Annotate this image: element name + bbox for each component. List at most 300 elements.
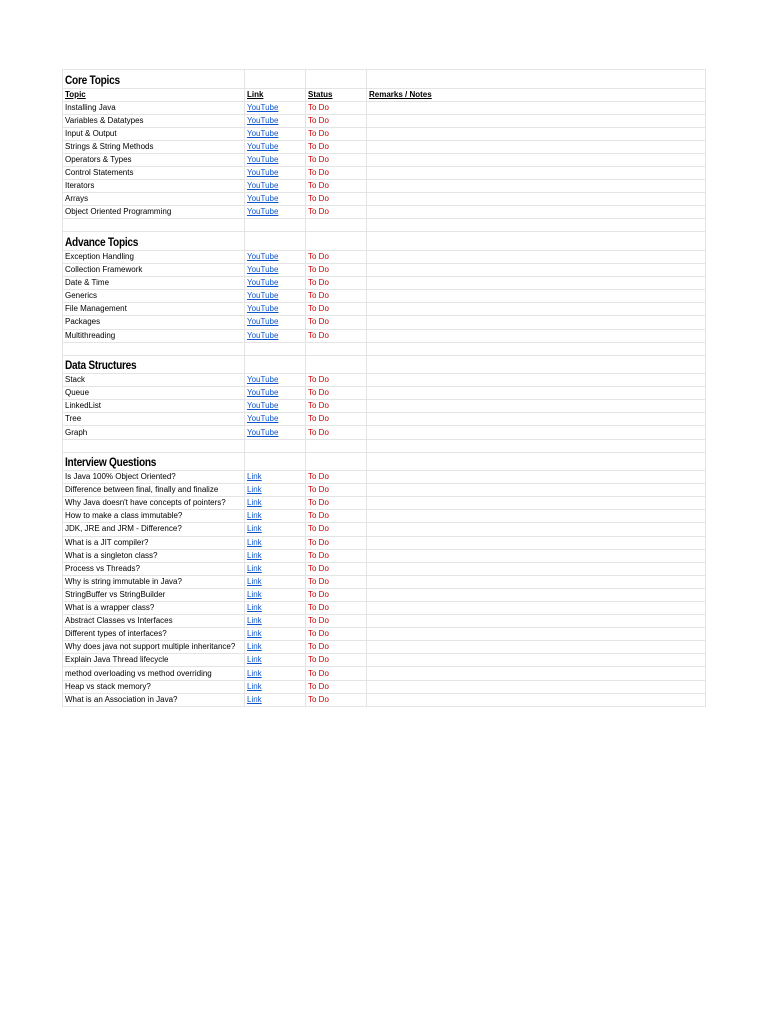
empty-cell <box>367 355 706 374</box>
remarks-cell[interactable] <box>367 140 706 153</box>
remarks-cell[interactable] <box>367 549 706 562</box>
status-cell[interactable] <box>306 264 367 277</box>
empty-cell <box>63 342 245 355</box>
resource-link[interactable]: YouTube <box>247 401 279 411</box>
topic-cell <box>63 536 245 549</box>
status-cell[interactable] <box>306 193 367 206</box>
link-cell[interactable] <box>245 641 306 654</box>
topic-cell <box>63 114 245 127</box>
resource-link[interactable]: YouTube <box>247 115 279 125</box>
remarks-cell[interactable] <box>367 127 706 140</box>
link-cell[interactable] <box>245 101 306 114</box>
table-row <box>63 667 706 680</box>
remarks-cell[interactable] <box>367 264 706 277</box>
link-cell[interactable] <box>245 290 306 303</box>
topic-cell <box>63 588 245 601</box>
section-title-cell <box>63 232 245 251</box>
empty-cell <box>367 232 706 251</box>
topic-cell <box>63 602 245 615</box>
link-cell[interactable] <box>245 206 306 219</box>
table-row <box>63 523 706 536</box>
status-text: To Do <box>308 511 329 521</box>
topic-text: Installing Java <box>65 102 116 112</box>
table-row <box>63 562 706 575</box>
link-cell[interactable] <box>245 193 306 206</box>
topic-cell <box>63 575 245 588</box>
topic-text: Tree <box>65 414 82 424</box>
header-remarks-label: Remarks / Notes <box>369 89 432 99</box>
resource-link[interactable]: YouTube <box>247 278 279 288</box>
link-cell[interactable] <box>245 667 306 680</box>
remarks-cell[interactable] <box>367 114 706 127</box>
spreadsheet-body <box>63 70 706 707</box>
topic-text: JDK, JRE and JRM - Difference? <box>65 524 182 534</box>
remarks-cell[interactable] <box>367 413 706 426</box>
status-text: To Do <box>308 251 329 261</box>
topic-text: What is a singleton class? <box>65 550 158 560</box>
section-title: Core Topics <box>65 74 120 87</box>
topic-cell <box>63 484 245 497</box>
remarks-cell[interactable] <box>367 277 706 290</box>
remarks-cell[interactable] <box>367 641 706 654</box>
topic-text: Exception Handling <box>65 251 134 261</box>
link-cell[interactable] <box>245 549 306 562</box>
status-text: To Do <box>308 668 329 678</box>
remarks-cell[interactable] <box>367 575 706 588</box>
status-text: To Do <box>308 427 329 437</box>
remarks-cell[interactable] <box>367 615 706 628</box>
topic-cell <box>63 400 245 413</box>
link-cell[interactable] <box>245 153 306 166</box>
resource-link[interactable]: YouTube <box>247 181 279 191</box>
resource-link[interactable]: Link <box>247 589 262 599</box>
topic-text: Is Java 100% Object Oriented? <box>65 472 176 482</box>
resource-link[interactable]: Link <box>247 603 262 613</box>
resource-link[interactable]: Link <box>247 563 262 573</box>
remarks-cell[interactable] <box>367 588 706 601</box>
remarks-cell[interactable] <box>367 602 706 615</box>
table-row <box>63 471 706 484</box>
resource-link[interactable]: Link <box>247 537 262 547</box>
status-text: To Do <box>308 265 329 275</box>
topic-text: Graph <box>65 427 88 437</box>
status-cell[interactable] <box>306 426 367 439</box>
link-cell[interactable] <box>245 277 306 290</box>
resource-link[interactable]: Link <box>247 498 262 508</box>
status-cell[interactable] <box>306 316 367 329</box>
status-cell[interactable] <box>306 575 367 588</box>
remarks-cell[interactable] <box>367 510 706 523</box>
link-cell[interactable] <box>245 536 306 549</box>
status-cell[interactable] <box>306 667 367 680</box>
topic-text: Why Java doesn't have concepts of pointers? <box>65 498 226 508</box>
remarks-cell[interactable] <box>367 628 706 641</box>
link-cell[interactable] <box>245 303 306 316</box>
table-row <box>63 615 706 628</box>
status-text: To Do <box>308 317 329 327</box>
remarks-cell[interactable] <box>367 536 706 549</box>
resource-link[interactable]: YouTube <box>247 141 279 151</box>
resource-link[interactable]: YouTube <box>247 291 279 301</box>
status-cell[interactable] <box>306 303 367 316</box>
resource-link[interactable]: YouTube <box>247 317 279 327</box>
status-cell[interactable] <box>306 510 367 523</box>
remarks-cell[interactable] <box>367 667 706 680</box>
resource-link[interactable]: Link <box>247 681 262 691</box>
table-row <box>63 588 706 601</box>
link-cell[interactable] <box>245 602 306 615</box>
status-text: To Do <box>308 128 329 138</box>
table-row <box>63 250 706 263</box>
status-text: To Do <box>308 694 329 704</box>
status-cell[interactable] <box>306 153 367 166</box>
header-link <box>245 88 306 101</box>
header-link-label: Link <box>247 89 264 99</box>
table-row <box>63 628 706 641</box>
topic-text: Stack <box>65 375 86 385</box>
topic-cell <box>63 667 245 680</box>
topic-cell <box>63 127 245 140</box>
table-row <box>63 153 706 166</box>
section-title-cell <box>63 452 245 471</box>
table-row <box>63 114 706 127</box>
link-cell[interactable] <box>245 264 306 277</box>
status-cell[interactable] <box>306 387 367 400</box>
status-cell[interactable] <box>306 654 367 667</box>
status-text: To Do <box>308 291 329 301</box>
empty-cell <box>306 342 367 355</box>
resource-link[interactable]: Link <box>247 655 262 665</box>
table-row <box>63 277 706 290</box>
status-text: To Do <box>308 194 329 204</box>
remarks-cell[interactable] <box>367 316 706 329</box>
link-cell[interactable] <box>245 167 306 180</box>
link-cell[interactable] <box>245 180 306 193</box>
status-cell[interactable] <box>306 277 367 290</box>
topic-cell <box>63 413 245 426</box>
topic-text: Process vs Threads? <box>65 563 140 573</box>
topic-cell <box>63 523 245 536</box>
column-header-row <box>63 88 706 101</box>
status-cell[interactable] <box>306 374 367 387</box>
status-text: To Do <box>308 589 329 599</box>
resource-link[interactable]: Link <box>247 694 262 704</box>
status-cell[interactable] <box>306 680 367 693</box>
resource-link[interactable]: Link <box>247 629 262 639</box>
status-cell[interactable] <box>306 641 367 654</box>
status-text: To Do <box>308 304 329 314</box>
table-row <box>63 654 706 667</box>
resource-link[interactable]: YouTube <box>247 251 279 261</box>
table-row <box>63 180 706 193</box>
header-status-label: Status <box>308 89 333 99</box>
topic-cell <box>63 693 245 706</box>
topic-text: Why is string immutable in Java? <box>65 576 182 586</box>
remarks-cell[interactable] <box>367 523 706 536</box>
section-title-row <box>63 232 706 251</box>
status-cell[interactable] <box>306 180 367 193</box>
link-cell[interactable] <box>245 510 306 523</box>
remarks-cell[interactable] <box>367 180 706 193</box>
empty-cell <box>306 355 367 374</box>
resource-link[interactable]: YouTube <box>247 102 279 112</box>
link-cell[interactable] <box>245 413 306 426</box>
resource-link[interactable]: YouTube <box>247 155 279 165</box>
link-cell[interactable] <box>245 250 306 263</box>
link-cell[interactable] <box>245 484 306 497</box>
topic-text: Operators & Types <box>65 155 132 165</box>
topic-cell <box>63 167 245 180</box>
remarks-cell[interactable] <box>367 374 706 387</box>
resource-link[interactable]: YouTube <box>247 330 279 340</box>
table-row <box>63 101 706 114</box>
link-cell[interactable] <box>245 562 306 575</box>
empty-cell <box>245 219 306 232</box>
header-topic-label: Topic <box>65 89 86 99</box>
table-row <box>63 193 706 206</box>
status-cell[interactable] <box>306 140 367 153</box>
resource-link[interactable]: Link <box>247 616 262 626</box>
status-cell[interactable] <box>306 114 367 127</box>
resource-link[interactable]: YouTube <box>247 375 279 385</box>
topic-text: method overloading vs method overriding <box>65 668 212 678</box>
link-cell[interactable] <box>245 329 306 342</box>
topic-text: StringBuffer vs StringBuilder <box>65 589 166 599</box>
status-cell[interactable] <box>306 615 367 628</box>
remarks-cell[interactable] <box>367 654 706 667</box>
topic-text: What is a wrapper class? <box>65 603 155 613</box>
topic-text: Different types of interfaces? <box>65 629 167 639</box>
empty-cell <box>63 439 245 452</box>
remarks-cell[interactable] <box>367 167 706 180</box>
link-cell[interactable] <box>245 575 306 588</box>
remarks-cell[interactable] <box>367 193 706 206</box>
status-text: To Do <box>308 168 329 178</box>
link-cell[interactable] <box>245 400 306 413</box>
topic-text: Collection Framework <box>65 265 143 275</box>
table-row <box>63 127 706 140</box>
status-cell[interactable] <box>306 693 367 706</box>
link-cell[interactable] <box>245 316 306 329</box>
link-cell[interactable] <box>245 426 306 439</box>
topic-cell <box>63 549 245 562</box>
status-cell[interactable] <box>306 471 367 484</box>
status-text: To Do <box>308 524 329 534</box>
topic-text: Arrays <box>65 194 89 204</box>
topic-text: How to make a class immutable? <box>65 511 183 521</box>
remarks-cell[interactable] <box>367 290 706 303</box>
status-text: To Do <box>308 550 329 560</box>
topic-text: What is a JIT compiler? <box>65 537 149 547</box>
status-cell[interactable] <box>306 562 367 575</box>
topic-text: File Management <box>65 304 127 314</box>
resource-link[interactable]: YouTube <box>247 168 279 178</box>
remarks-cell[interactable] <box>367 329 706 342</box>
remarks-cell[interactable] <box>367 562 706 575</box>
remarks-cell[interactable] <box>367 250 706 263</box>
resource-link[interactable]: YouTube <box>247 265 279 275</box>
resource-link[interactable]: Link <box>247 668 262 678</box>
topic-cell <box>63 374 245 387</box>
table-row <box>63 374 706 387</box>
remarks-cell[interactable] <box>367 206 706 219</box>
status-text: To Do <box>308 537 329 547</box>
resource-link[interactable]: YouTube <box>247 414 279 424</box>
topic-cell <box>63 680 245 693</box>
link-cell[interactable] <box>245 615 306 628</box>
status-cell[interactable] <box>306 523 367 536</box>
topic-cell <box>63 101 245 114</box>
topic-cell <box>63 250 245 263</box>
status-cell[interactable] <box>306 101 367 114</box>
resource-link[interactable]: Link <box>247 642 262 652</box>
status-text: To Do <box>308 115 329 125</box>
remarks-cell[interactable] <box>367 426 706 439</box>
spreadsheet-table <box>62 69 706 707</box>
status-text: To Do <box>308 472 329 482</box>
link-cell[interactable] <box>245 140 306 153</box>
status-cell[interactable] <box>306 250 367 263</box>
empty-cell <box>367 439 706 452</box>
resource-link[interactable]: Link <box>247 550 262 560</box>
topic-cell <box>63 654 245 667</box>
resource-link[interactable]: YouTube <box>247 128 279 138</box>
status-cell[interactable] <box>306 167 367 180</box>
status-cell[interactable] <box>306 290 367 303</box>
link-cell[interactable] <box>245 654 306 667</box>
topic-text: Multithreading <box>65 330 116 340</box>
empty-cell <box>367 452 706 471</box>
link-cell[interactable] <box>245 497 306 510</box>
table-row <box>63 510 706 523</box>
status-cell[interactable] <box>306 127 367 140</box>
topic-cell <box>63 303 245 316</box>
table-row <box>63 641 706 654</box>
status-text: To Do <box>308 655 329 665</box>
resource-link[interactable]: YouTube <box>247 388 279 398</box>
table-row <box>63 387 706 400</box>
table-row <box>63 484 706 497</box>
table-row <box>63 140 706 153</box>
link-cell[interactable] <box>245 127 306 140</box>
remarks-cell[interactable] <box>367 680 706 693</box>
status-cell[interactable] <box>306 588 367 601</box>
table-row <box>63 693 706 706</box>
table-row <box>63 303 706 316</box>
resource-link[interactable]: Link <box>247 576 262 586</box>
topic-cell <box>63 193 245 206</box>
resource-link[interactable]: YouTube <box>247 194 279 204</box>
link-cell[interactable] <box>245 374 306 387</box>
table-row <box>63 549 706 562</box>
empty-cell <box>306 439 367 452</box>
status-text: To Do <box>308 629 329 639</box>
status-cell[interactable] <box>306 549 367 562</box>
link-cell[interactable] <box>245 628 306 641</box>
status-text: To Do <box>308 485 329 495</box>
status-cell[interactable] <box>306 628 367 641</box>
remarks-cell[interactable] <box>367 387 706 400</box>
topic-text: Difference between final, finally and finalize <box>65 485 219 495</box>
topic-cell <box>63 153 245 166</box>
remarks-cell[interactable] <box>367 471 706 484</box>
status-cell[interactable] <box>306 536 367 549</box>
section-title-row <box>63 452 706 471</box>
topic-text: Abstract Classes vs Interfaces <box>65 616 173 626</box>
link-cell[interactable] <box>245 588 306 601</box>
resource-link[interactable]: Link <box>247 511 262 521</box>
empty-cell <box>245 70 306 89</box>
topic-cell <box>63 264 245 277</box>
spacer-row <box>63 439 706 452</box>
resource-link[interactable]: Link <box>247 524 262 534</box>
remarks-cell[interactable] <box>367 400 706 413</box>
link-cell[interactable] <box>245 471 306 484</box>
header-remarks <box>367 88 706 101</box>
status-text: To Do <box>308 102 329 112</box>
link-cell[interactable] <box>245 387 306 400</box>
remarks-cell[interactable] <box>367 153 706 166</box>
status-text: To Do <box>308 414 329 424</box>
status-cell[interactable] <box>306 329 367 342</box>
status-cell[interactable] <box>306 400 367 413</box>
topic-cell <box>63 641 245 654</box>
table-row <box>63 264 706 277</box>
table-row <box>63 329 706 342</box>
resource-link[interactable]: YouTube <box>247 304 279 314</box>
empty-cell <box>245 355 306 374</box>
status-cell[interactable] <box>306 413 367 426</box>
empty-cell <box>367 70 706 89</box>
status-cell[interactable] <box>306 497 367 510</box>
status-text: To Do <box>308 603 329 613</box>
link-cell[interactable] <box>245 114 306 127</box>
link-cell[interactable] <box>245 693 306 706</box>
link-cell[interactable] <box>245 680 306 693</box>
remarks-cell[interactable] <box>367 693 706 706</box>
empty-cell <box>367 342 706 355</box>
resource-link[interactable]: YouTube <box>247 427 279 437</box>
link-cell[interactable] <box>245 523 306 536</box>
empty-cell <box>306 232 367 251</box>
remarks-cell[interactable] <box>367 303 706 316</box>
topic-cell <box>63 316 245 329</box>
status-text: To Do <box>308 375 329 385</box>
topic-cell <box>63 329 245 342</box>
table-row <box>63 400 706 413</box>
status-text: To Do <box>308 207 329 217</box>
remarks-cell[interactable] <box>367 484 706 497</box>
remarks-cell[interactable] <box>367 497 706 510</box>
header-topic <box>63 88 245 101</box>
resource-link[interactable]: Link <box>247 485 262 495</box>
table-row <box>63 497 706 510</box>
resource-link[interactable]: Link <box>247 472 262 482</box>
remarks-cell[interactable] <box>367 101 706 114</box>
status-cell[interactable] <box>306 206 367 219</box>
topic-cell <box>63 471 245 484</box>
resource-link[interactable]: YouTube <box>247 207 279 217</box>
topic-text: Input & Output <box>65 128 117 138</box>
status-cell[interactable] <box>306 602 367 615</box>
status-text: To Do <box>308 616 329 626</box>
topic-text: Control Statements <box>65 168 134 178</box>
table-row <box>63 206 706 219</box>
status-text: To Do <box>308 278 329 288</box>
empty-cell <box>245 439 306 452</box>
status-cell[interactable] <box>306 484 367 497</box>
table-row <box>63 413 706 426</box>
